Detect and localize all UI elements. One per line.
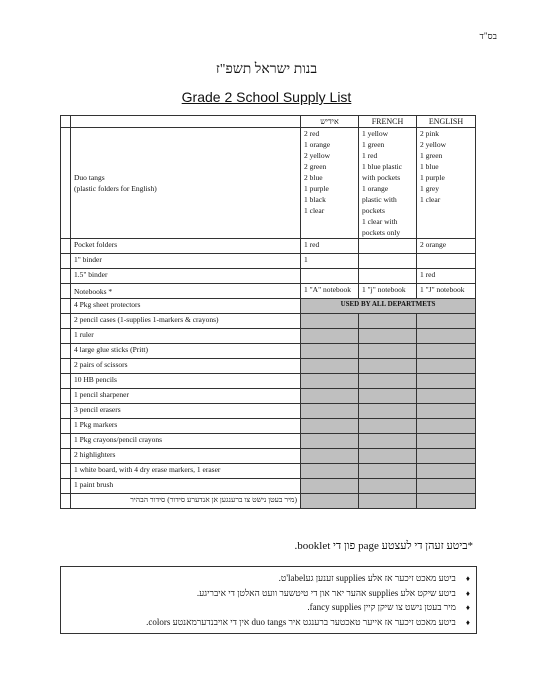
item-cell: 2 pencil cases (1-supplies 1-markers & crayons) [71, 314, 301, 329]
french-cell [359, 269, 417, 284]
table-row [61, 239, 476, 254]
hebrew-title: בנות ישראל תשפ"ז [215, 62, 318, 77]
french-cell [359, 464, 417, 479]
cell-line: pockets [362, 206, 385, 215]
col-header-english: ENGLISH [417, 116, 476, 128]
item-cell: (מיר בעטן נישט צו ברענגען אן אנדערע סידור) סידור הבהיר [71, 494, 301, 509]
item-cell: Pocket folders [71, 239, 301, 254]
french-cell [359, 344, 417, 359]
diamond-bullet-icon: ♦ [465, 603, 470, 612]
yiddish-cell [301, 389, 359, 404]
page-title: Grade 2 School Supply List [181, 89, 352, 105]
row-blank [61, 494, 71, 509]
table-row [61, 419, 476, 434]
instruction-text: ביטע שיקט אלע supplies אהער יאר און די טיטשער וועט האלטן די איבריגע. [196, 587, 456, 598]
table-row [61, 494, 476, 509]
row-blank [61, 128, 71, 239]
row-blank [61, 359, 71, 374]
diamond-bullet-icon: ♦ [465, 617, 470, 627]
french-cell [359, 254, 417, 269]
row-blank [61, 374, 71, 389]
instruction-item [61, 571, 470, 586]
row-blank [61, 344, 71, 359]
yiddish-cell [301, 419, 359, 434]
cell-line: 2 red [304, 129, 320, 138]
instruction-text: ביטע מאכט זיכער אז אלע supplies זענען געlabel'ט. [278, 573, 456, 583]
cell-line: 2 yellow [304, 151, 331, 160]
french-cell [359, 314, 417, 329]
instruction-text: מיר בעטן נישט צו שיקן קיין fancy supplies. [307, 602, 456, 612]
table-row [61, 269, 476, 284]
item-cell: 2 pairs of scissors [71, 359, 301, 374]
cell-line: pockets only [362, 228, 401, 237]
supply-table [60, 115, 476, 509]
cell-line: 1 clear [420, 195, 441, 204]
row-blank [61, 329, 71, 344]
item-cell: 1 white board, with 4 dry erase markers, 1 eraser [71, 464, 301, 479]
french-cell [359, 494, 417, 509]
table-row [61, 434, 476, 449]
yiddish-cell: 1 red [301, 239, 359, 254]
item-cell: 1" binder [71, 254, 301, 269]
table-row [61, 404, 476, 419]
table-row [61, 464, 476, 479]
table-row [61, 479, 476, 494]
yiddish-cell [301, 314, 359, 329]
table-row [61, 359, 476, 374]
french-cell [359, 434, 417, 449]
english-cell [417, 329, 476, 344]
cell-line: 1 blue plastic [362, 162, 402, 171]
item-cell: 3 pencil erasers [71, 404, 301, 419]
row-blank [61, 389, 71, 404]
table-row [61, 284, 476, 299]
row-blank [61, 314, 71, 329]
cell-line: 1 clear [304, 206, 325, 215]
instruction-item [61, 600, 470, 615]
row-blank [61, 254, 71, 269]
french-cell [359, 359, 417, 374]
yiddish-cell [301, 494, 359, 509]
instruction-text: ביטע מאכט זיכער אז אייער טאכטער ברענגט איר duo tangs אין די אויבנדערמאנטע colors. [146, 616, 456, 627]
yiddish-cell [301, 464, 359, 479]
english-cell [417, 449, 476, 464]
item-label: Duo tangs [74, 173, 105, 182]
french-cell [359, 374, 417, 389]
cell-line: 2 yellow [420, 140, 447, 149]
cell-line: 2 pink [420, 129, 439, 138]
yiddish-cell: 1 "A" notebook [301, 284, 359, 299]
cell-line: 1 yellow [362, 129, 389, 138]
yiddish-cell [301, 329, 359, 344]
french-cell [359, 329, 417, 344]
row-blank [61, 434, 71, 449]
item-cell: 1 pencil sharpener [71, 389, 301, 404]
english-cell [417, 419, 476, 434]
corner-mark: בס"ד [479, 31, 497, 41]
cell-line: 1 red [362, 151, 378, 160]
row-blank [61, 269, 71, 284]
instruction-item [61, 615, 470, 630]
french-cell [359, 128, 417, 239]
english-cell [417, 359, 476, 374]
french-cell [359, 404, 417, 419]
yiddish-cell [301, 404, 359, 419]
row-blank [61, 404, 71, 419]
cell-line: 1 clear with [362, 217, 398, 226]
cell-line: 1 orange [362, 184, 389, 193]
table-row [61, 299, 476, 314]
item-cell: 4 large glue sticks (Pritt) [71, 344, 301, 359]
diamond-bullet-icon: ♦ [465, 574, 470, 583]
item-cell: Notebooks * [71, 284, 301, 299]
item-cell: 2 highlighters [71, 449, 301, 464]
diamond-bullet-icon: ♦ [465, 588, 470, 598]
french-cell [359, 419, 417, 434]
cell-line: 1 purple [304, 184, 329, 193]
table-row [61, 254, 476, 269]
english-cell [417, 314, 476, 329]
english-cell [417, 494, 476, 509]
cell-line: 2 blue [304, 173, 323, 182]
french-cell [359, 239, 417, 254]
cell-line: 1 purple [420, 173, 445, 182]
english-cell [417, 389, 476, 404]
used-by-all-cell: USED BY ALL DEPARTMETS [301, 299, 476, 314]
english-cell [417, 374, 476, 389]
table-row [61, 329, 476, 344]
col-header-item [71, 116, 301, 128]
english-cell [417, 344, 476, 359]
row-blank [61, 299, 71, 314]
english-cell [417, 479, 476, 494]
english-cell [417, 404, 476, 419]
yiddish-cell [301, 359, 359, 374]
english-cell [417, 464, 476, 479]
table-row [61, 449, 476, 464]
item-cell: 10 HB pencils [71, 374, 301, 389]
col-header-yiddish: אידיש [301, 116, 359, 128]
cell-line: plastic with [362, 195, 397, 204]
yiddish-cell [301, 374, 359, 389]
yiddish-cell: 1 [301, 254, 359, 269]
yiddish-cell [301, 434, 359, 449]
instructions-box [60, 566, 477, 634]
item-label: (plastic folders for English) [74, 184, 157, 193]
english-cell: 1 "J" notebook [417, 284, 476, 299]
cell-line: 1 green [420, 151, 443, 160]
english-cell: 2 orange [417, 239, 476, 254]
cell-line: 1 blue [420, 162, 439, 171]
french-cell [359, 449, 417, 464]
cell-line: 1 orange [304, 140, 331, 149]
col-header-blank [61, 116, 71, 128]
english-cell: 1 red [417, 269, 476, 284]
table-row [61, 344, 476, 359]
table-row [61, 128, 476, 239]
item-cell: 1 ruler [71, 329, 301, 344]
english-cell [417, 254, 476, 269]
item-cell: 1 Pkg markers [71, 419, 301, 434]
row-blank [61, 284, 71, 299]
cell-line: 1 black [304, 195, 326, 204]
french-cell [359, 389, 417, 404]
yiddish-cell [301, 269, 359, 284]
yiddish-cell [301, 479, 359, 494]
cell-line: 1 grey [420, 184, 439, 193]
table-row [61, 374, 476, 389]
french-cell: 1 "j" notebook [359, 284, 417, 299]
english-cell [417, 434, 476, 449]
item-cell: 4 Pkg sheet protectors [71, 299, 301, 314]
yiddish-cell [301, 128, 359, 239]
col-header-french: FRENCH [359, 116, 417, 128]
item-cell [71, 128, 301, 239]
item-cell: 1 paint brush [71, 479, 301, 494]
cell-line: 2 green [304, 162, 327, 171]
row-blank [61, 419, 71, 434]
english-cell [417, 128, 476, 239]
row-blank [61, 479, 71, 494]
row-blank [61, 464, 71, 479]
table-row [61, 389, 476, 404]
table-row [61, 314, 476, 329]
item-cell: 1.5" binder [71, 269, 301, 284]
cell-line: 1 green [362, 140, 385, 149]
row-blank [61, 449, 71, 464]
yiddish-cell [301, 449, 359, 464]
booklet-note: *ביטע זעהן די לעצטע page פון די booklet. [294, 540, 473, 552]
cell-line: with pockets [362, 173, 401, 182]
instruction-item [61, 586, 470, 601]
yiddish-cell [301, 344, 359, 359]
french-cell [359, 479, 417, 494]
table-header-row [61, 116, 476, 128]
item-cell: 1 Pkg crayons/pencil crayons [71, 434, 301, 449]
row-blank [61, 239, 71, 254]
